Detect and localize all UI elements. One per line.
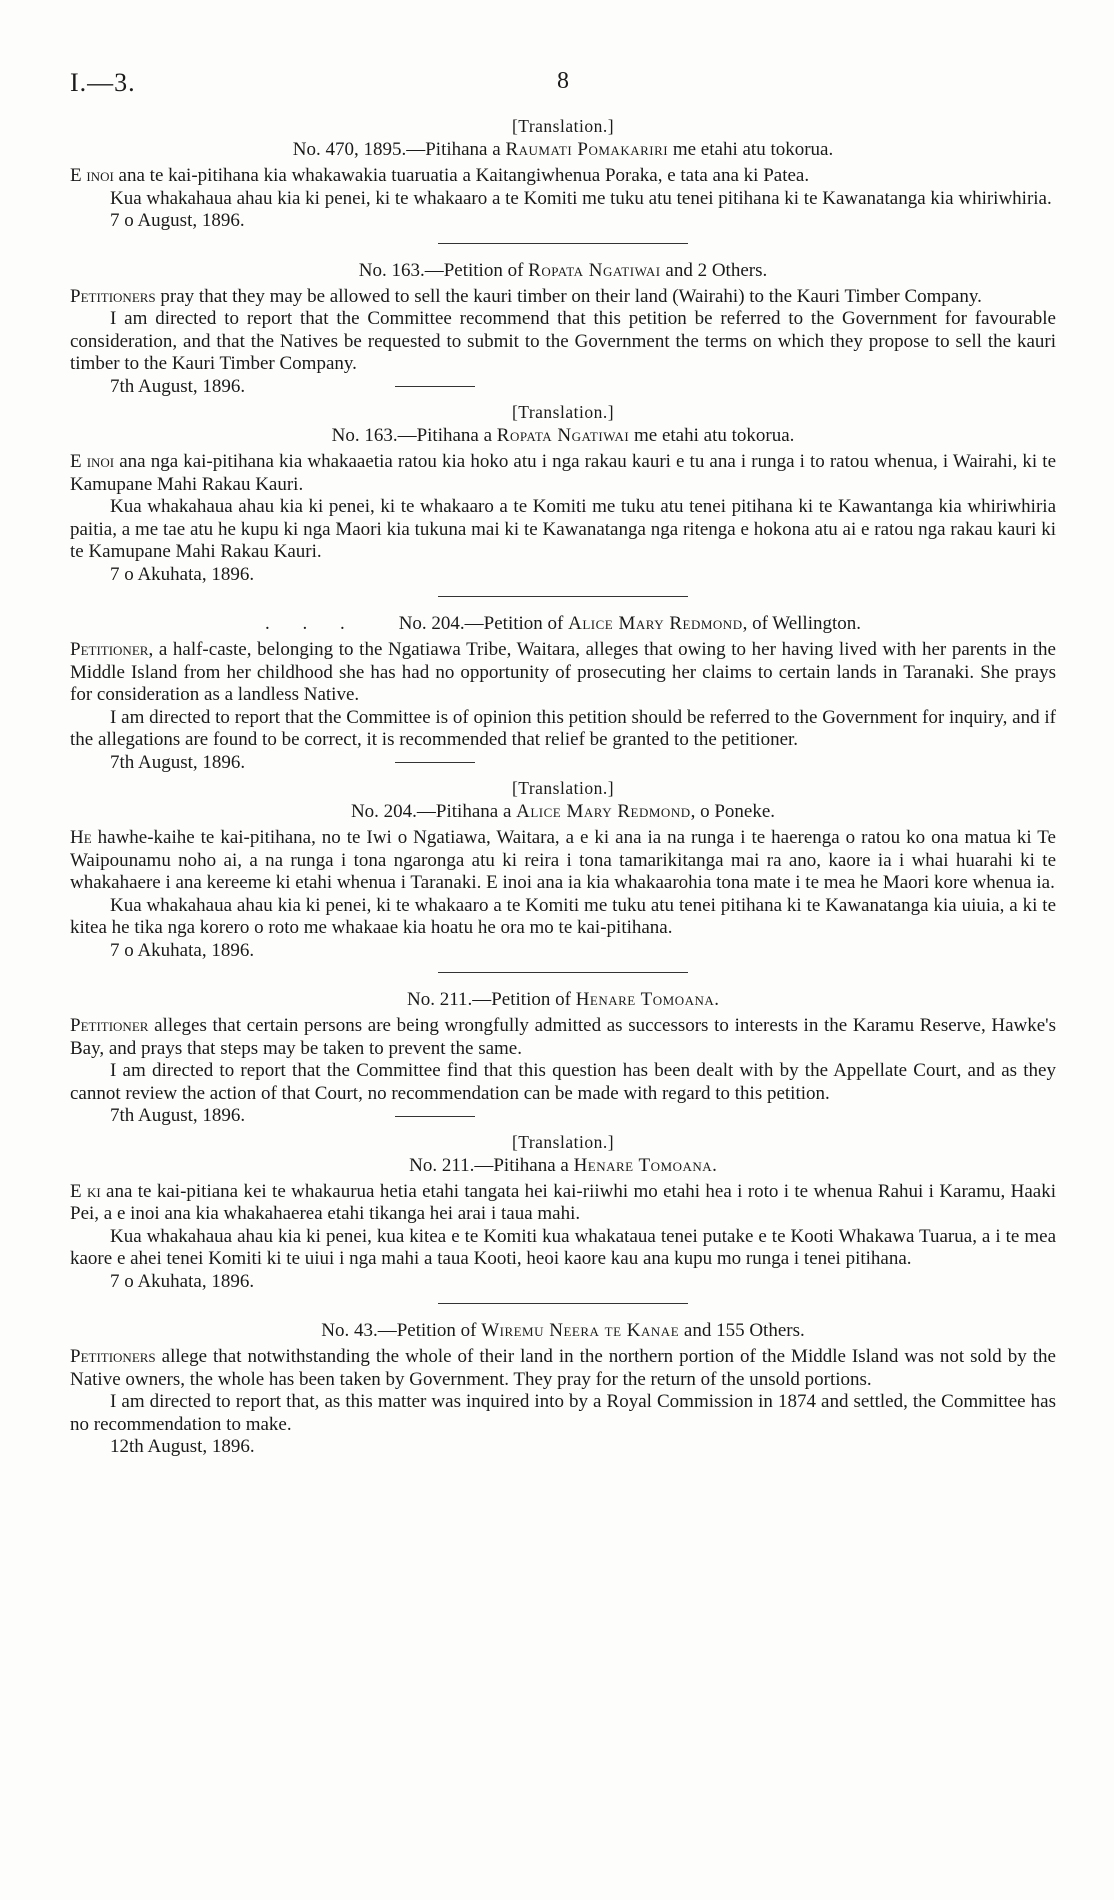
paragraph: Kua whakahaua ahau kia ki penei, ki te whakaaro a te Komiti me tuku atu tenei pitihana ki te Kawanatanga kia uiuia, a ki te kitea he tika nga korero o roto me whakaae kia hoatu he ora mo te kai-pitihana. <box>70 894 1056 938</box>
petitioner-name: Henare Tomoana <box>575 989 715 1010</box>
paragraph: E inoi ana nga kai-pitihana kia whakaaetia ratou kia hoko atu i nga rakau kauri e tu ana i runga i to ratou whenua, i Wairahi, ki te Kamupane Mahi Rakau Kauri. <box>70 451 1056 495</box>
section-title: No. 163.—Pitihana a Ropata Ngatiwai me etahi atu tokorua. <box>331 425 795 446</box>
section-title: No. 211.—Petition of Henare Tomoana. <box>406 989 720 1010</box>
paragraph: Kua whakahaua ahau kia ki penei, ki te whakaaro a te Komiti me tuku atu tenei pitihana ki te Kawantanga kia whiriwhiria paitia, a me tae atu he kupu ki nga Maori kia tukuna mai ki te Kawanatanga nga ritenga e hokona atu ai e ratou nga rakau kauri ki te Kamupane Mahi Rakau Kauri. <box>70 496 1056 562</box>
date-line: 7th August, 1896. <box>70 1105 1056 1128</box>
paragraph: I am directed to report that, as this matter was inquired into by a Royal Commission in 1874 and settled, the Committee has no recommendation to make. <box>70 1391 1056 1435</box>
paragraph: Petitioner, a half-caste, belonging to the Ngatiawa Tribe, Waitara, alleges that owing to her having lived with her parents in the Middle Island from her childhood she has had no opportunity of prosecuting her claims to certain lands in Taranaki. She prays for consideration as a landless Native. <box>70 639 1056 705</box>
section-petition-163 <box>70 260 1056 399</box>
paragraph: I am directed to report that the Committee is of opinion this petition should be referred to the Government for inquiry, and if the allegations are found to be correct, it is recommended that relief be granted to the petitioner. <box>70 706 1056 750</box>
section-divider <box>438 1303 688 1304</box>
date-line: 7th August, 1896. <box>70 752 1056 775</box>
date-line: 7 o Akuhata, 1896. <box>110 1270 255 1292</box>
date-line: 7th August, 1896. <box>70 376 1056 399</box>
petitioner-name: Ropata Ngatiwai <box>496 425 630 446</box>
leader-dots: . . . <box>264 613 359 634</box>
section-translation-211 <box>70 1132 1056 1305</box>
translation-label: [Translation.] <box>511 778 615 798</box>
page-number: 8 <box>557 68 569 94</box>
translation-label: [Translation.] <box>511 116 615 136</box>
paragraph: Kua whakahaua ahau kia ki penei, ki te whakaaro a te Komiti me tuku atu tenei pitihana ki te Kawanatanga kia whiriwhiria. <box>110 187 1052 209</box>
section-title: No. 470, 1895.—Pitihana a Raumati Pomakariri me etahi atu tokorua. <box>292 139 834 160</box>
petitioner-name: Wiremu Neera te Kanae <box>481 1320 680 1341</box>
date-line: 12th August, 1896. <box>110 1436 255 1457</box>
page-identifier: I.—3. <box>70 68 136 97</box>
section-petition-43 <box>70 1320 1056 1459</box>
section-divider <box>438 972 688 973</box>
petitioner-name: Henare Tomoana <box>573 1154 713 1176</box>
translation-label: [Translation.] <box>511 1131 615 1152</box>
date-line: 7 o Akuhata, 1896. <box>110 563 255 585</box>
petitioner-name: Raumati Pomakariri <box>505 139 669 160</box>
section-divider <box>438 596 688 597</box>
paragraph: Petitioners pray that they may be allowed to sell the kauri timber on their land (Wairahi) to the Kauri Timber Company. <box>70 285 982 307</box>
paragraph: Petitioner alleges that certain persons are being wrongfully admitted as successors to interests in the Karamu Reserve, Hawke's Bay, and prays that steps may be taken to prevent the same. <box>70 1015 1056 1059</box>
date-line: 7 o Akuhata, 1896. <box>110 939 255 961</box>
paragraph: I am directed to report that the Committee find that this question has been dealt with by the Appellate Court, and as they cannot review the action of that Court, no recommendation can be made with regard to this petition. <box>70 1060 1056 1104</box>
section-translation-163 <box>70 402 1056 597</box>
date-line: 7 o August, 1896. <box>110 210 245 231</box>
section-petition-204 <box>70 613 1056 774</box>
section-translation-204 <box>70 778 1056 973</box>
document-page <box>70 62 1056 1459</box>
section-title: No. 204.—Pitihana a Alice Mary Redmond, o Poneke. <box>350 801 776 822</box>
short-divider <box>395 1116 475 1117</box>
short-divider <box>395 386 475 387</box>
paragraph: E ki ana te kai-pitiana kei te whakaurua hetia etahi tangata hei kai-riiwhi mo etahi hea i roto i te whenua Rahui i Karamu, Haaki Pei, a e inoi ana kia whakahaerea etahi tikanga hei arai i taua mahi. <box>70 1180 1056 1224</box>
translation-label: [Translation.] <box>511 402 615 422</box>
section-translation-470 <box>70 116 1056 244</box>
section-title: No. 163.—Petition of Ropata Ngatiwai and 2 Others. <box>358 259 768 281</box>
petitioner-name: Alice Mary Redmond <box>568 613 743 634</box>
paragraph: Petitioners allege that notwithstanding the whole of their land in the northern portion of the Middle Island was not sold by the Native owners, the whole has been taken by Government. They pray for the return of the unsold portions. <box>70 1346 1056 1390</box>
paragraph: Kua whakahaua ahau kia ki penei, kua kitea e te Komiti kua whakataua tenei putake e te Kooti Whakawa Tuarua, a i te mea kaore e ahei tenei Komiti ki te uiui i nga mahi a taua Kooti, heoi kaore kau ana kupu mo runga i tenei pitihana. <box>70 1225 1056 1269</box>
petitioner-name: Ropata Ngatiwai <box>528 259 661 281</box>
paragraph: E inoi ana te kai-pitihana kia whakawakia tuaruatia a Kaitangiwhenua Poraka, e tata ana ki Patea. <box>70 165 810 186</box>
section-divider <box>438 243 688 244</box>
short-divider <box>395 762 475 763</box>
paragraph: He hawhe-kaihe te kai-pitihana, no te Iwi o Ngatiawa, Waitara, a e ki ana ia na runga i te haerenga o ratou ko ona matua ki Te Waipounamu noho ai, a na runga i tona ngaronga atu ki reira i tona tamarikitanga mai ra ano, kaore ia i whai huarahi ki te whakahaere i ana kereeme ki etahi whenua i Taranaki. E inoi ana ia kia whakaarohia tona mate i te mea he Maori kore whenua ia. <box>70 827 1056 893</box>
section-title: . . . No. 204.—Petition of Alice Mary Redmond, of Wellington. <box>264 613 862 634</box>
section-title: No. 211.—Pitihana a Henare Tomoana. <box>409 1154 717 1176</box>
page-header <box>70 62 1056 112</box>
petitioner-name: Alice Mary Redmond <box>516 801 691 822</box>
section-title: No. 43.—Petition of Wiremu Neera te Kanae and 155 Others. <box>321 1320 805 1341</box>
paragraph: I am directed to report that the Committee recommend that this petition be referred to the Government for favourable consideration, and that the Natives be requested to submit to the Government the terms on which they propose to sell the kauri timber to the Kauri Timber Company. <box>70 308 1056 374</box>
section-petition-211 <box>70 989 1056 1128</box>
